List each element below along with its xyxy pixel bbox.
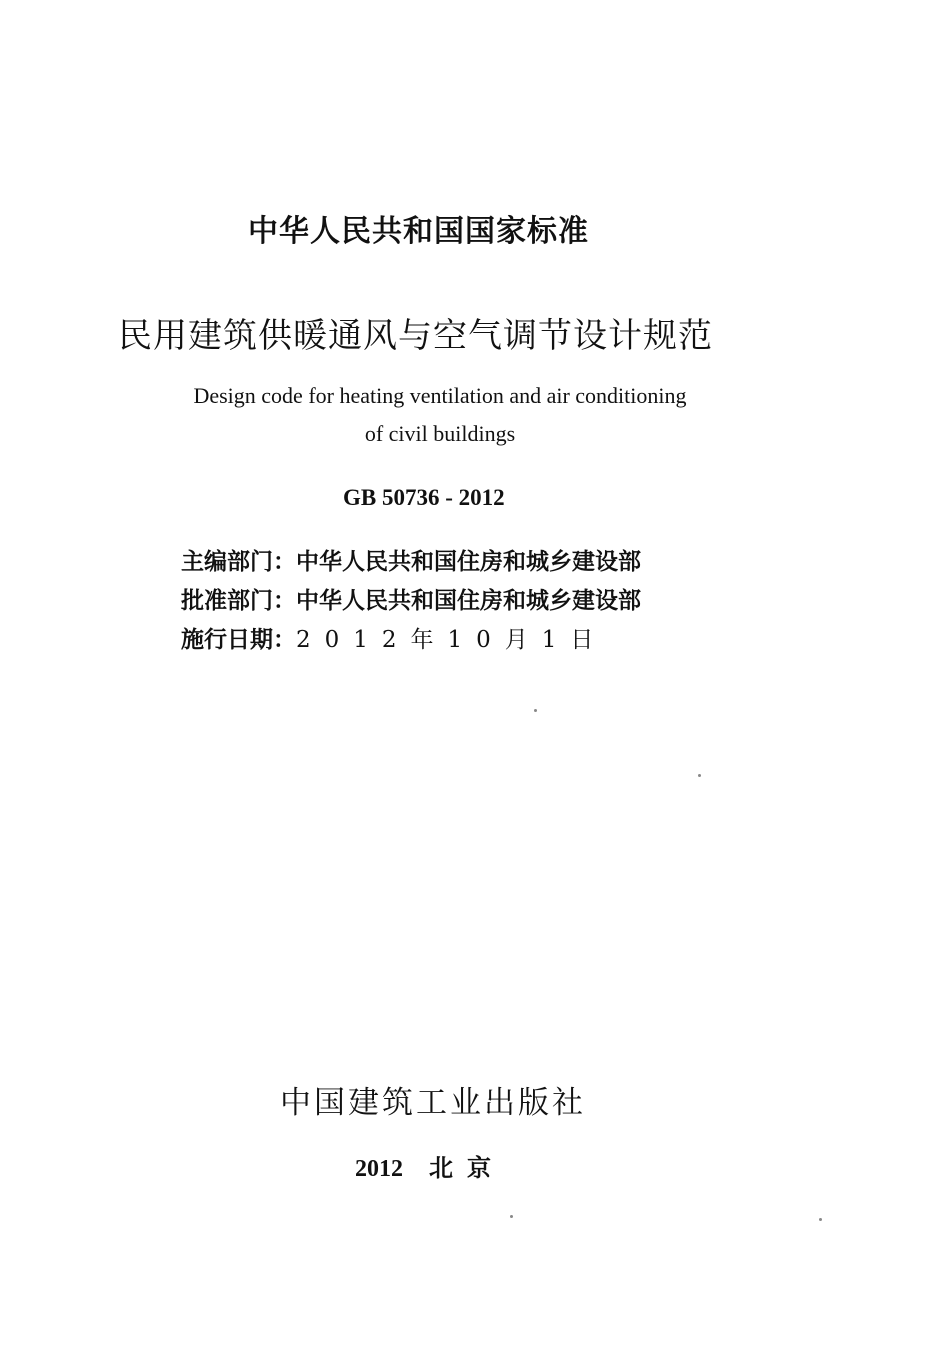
- title-english-line-2: of civil buildings: [364, 421, 516, 446]
- scan-speck: [819, 1218, 822, 1221]
- info-row-approver: [181, 579, 641, 618]
- scan-speck: [534, 709, 537, 712]
- publication-place: [355, 1148, 505, 1183]
- info-row-editor: [181, 540, 641, 579]
- scan-speck: [510, 1215, 513, 1218]
- effective-value: 2012年10月1日: [296, 627, 608, 653]
- info-row-effective-date: [181, 618, 641, 657]
- title-english-line-1: Design code for heating ventilation and air conditioning: [193, 383, 687, 408]
- effective-key: 施行日期：: [181, 627, 296, 653]
- approver-key: 批准部门：: [181, 588, 296, 614]
- standard-code: GB 50736 - 2012: [343, 485, 505, 510]
- approver-value: 中华人民共和国住房和城乡建设部: [296, 588, 641, 614]
- scan-speck: [698, 774, 701, 777]
- title-chinese: 民用建筑供暖通风与空气调节设计规范: [118, 316, 713, 356]
- publisher: 中国建筑工业出版社: [280, 1085, 586, 1121]
- editor-key: 主编部门：: [181, 549, 296, 575]
- editor-value: 中华人民共和国住房和城乡建设部: [296, 549, 641, 575]
- standard-label: 中华人民共和国国家标准: [248, 214, 589, 249]
- publication-city: 北京: [429, 1154, 505, 1182]
- title-english: [120, 377, 760, 453]
- publication-year: 2012: [355, 1156, 403, 1182]
- info-table: [181, 540, 641, 657]
